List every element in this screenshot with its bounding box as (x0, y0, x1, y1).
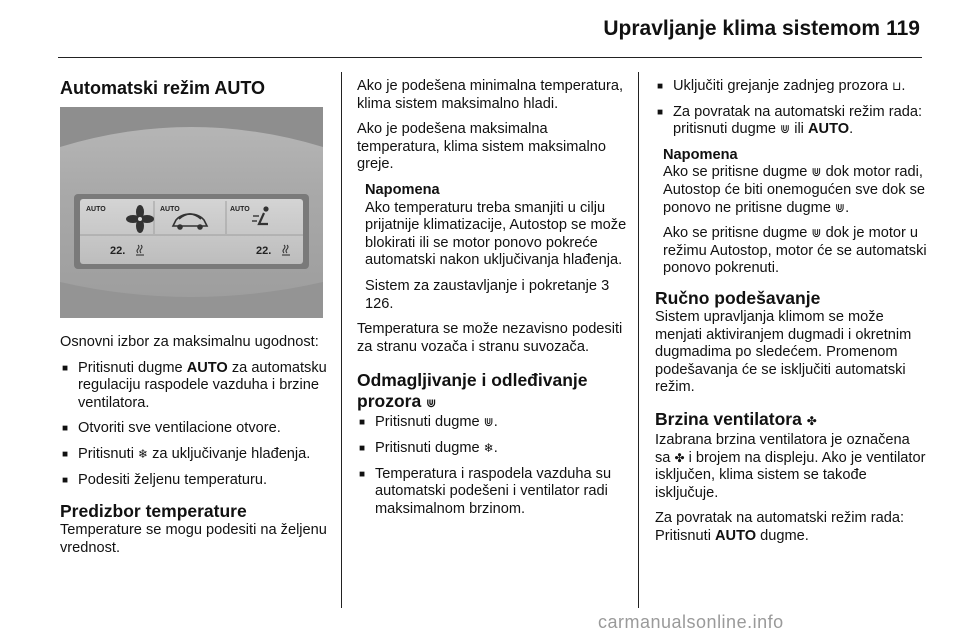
note-block (357, 182, 629, 313)
section-heading-temperature: Predizbor temperature (60, 501, 247, 522)
section-heading-defog: Odmagljivanje i odleđivanje prozora ⋓ (357, 370, 588, 412)
climate-display-photo (60, 107, 323, 318)
windshield-defrost-icon: ⋓ (780, 122, 791, 137)
fan-icon: ✤ (806, 413, 817, 428)
list-item: ■ Otvoriti sve ventilacione otvore. (60, 420, 332, 438)
watermark-logo: carmanualsonline.info (598, 612, 784, 632)
section-heading-fan-speed: Brzina ventilatora ✤ (655, 408, 817, 429)
note-title: Napomena (365, 181, 440, 198)
rear-window-heat-icon: ⊔ (892, 79, 902, 93)
windshield-defrost-icon: ⋓ (811, 226, 822, 241)
list-item: ■ Podesiti željenu temperaturu. (60, 472, 332, 490)
paragraph: Temperature se mogu podesiti na željenu vrednost. (60, 522, 327, 556)
list-item: ■ Pritisnuti dugme AUTO za automatsku regulaciju raspodele vazduha i brzine ventilatora. (60, 360, 332, 413)
fan-icon: ✤ (674, 450, 685, 465)
windshield-defrost-icon: ⋓ (426, 396, 437, 411)
windshield-defrost-icon: ⋓ (483, 415, 494, 430)
windshield-defrost-icon: ⋓ (811, 165, 822, 180)
note-text: Sistem za zaustavljanje i pokretanje 3 126. (365, 277, 610, 312)
header-title: Upravljanje klima sistemom (603, 17, 880, 40)
column-divider-2 (638, 72, 639, 608)
header-rule (58, 57, 922, 58)
list-item: ■ Pritisnuti ❄ za uključivanje hlađenja. (60, 446, 332, 464)
display-auto-label-3: AUTO (230, 206, 250, 213)
display-auto-label-1: AUTO (86, 206, 106, 213)
list-item: ■ Uključiti grejanje zadnjeg prozora ⊔. (655, 78, 927, 96)
column-divider-1 (341, 72, 342, 608)
paragraph: Izabrana brzina ventilatora je označena sa ✤ i brojem na displeju. Ako je ventilator isključen, klima sistem se takođe isključuje. (655, 431, 926, 501)
note-text: Ako temperaturu treba smanjiti u cilju prijatnije klimatizacije, Autostop se može blokirati ili se motor ponovo pokreće automatski nakon uključivanja hlađenja. (365, 199, 627, 269)
list-item: ■ Pritisnuti dugme ⋓. (357, 414, 629, 432)
list-item: ■ Za povratak na automatski režim rada: pritisnuti dugme ⋓ ili AUTO. (655, 104, 927, 139)
note-text: Ako se pritisne dugme ⋓ dok je motor u režimu Autostop, motor će se automatski ponovo pokrenuti. (663, 225, 927, 277)
intro-text: Osnovni izbor za maksimalnu ugodnost: (60, 334, 319, 350)
windshield-defrost-icon: ⋓ (835, 200, 846, 215)
list-item: ■ Pritisnuti dugme ❄. (357, 440, 629, 458)
section-heading-auto: Automatski režim AUTO (60, 78, 266, 98)
column-1-body (60, 334, 332, 565)
note-block (655, 147, 927, 278)
paragraph: Za povratak na automatski režim rada: Pritisnuti AUTO dugme. (655, 510, 905, 544)
paragraph: Temperatura se može nezavisno podesiti za stranu vozača i stranu suvozača. (357, 321, 623, 355)
snowflake-icon: ❄ (483, 440, 494, 455)
paragraph: Ako je podešena maksimalna temperatura, klima sistem maksimalno greje. (357, 121, 606, 173)
display-temp-right: 22. (256, 245, 272, 257)
section-heading-manual: Ručno podešavanje (655, 287, 821, 308)
note-title: Napomena (663, 146, 738, 163)
page-number: 119 (886, 17, 920, 40)
snowflake-icon: ❄ (138, 446, 149, 461)
display-auto-label-2: AUTO (160, 206, 180, 213)
note-text: Ako se pritisne dugme ⋓ dok motor radi, Autostop će biti onemogućen sve dok se ponovo ne pritisne dugme ⋓. (663, 164, 926, 216)
column-3-body (655, 78, 927, 553)
page-header (0, 0, 960, 58)
page-reference-icon: 3 (601, 277, 610, 294)
display-temp-left: 22. (110, 245, 126, 257)
column-2-body (357, 78, 629, 526)
paragraph: Ako je podešena minimalna temperatura, klima sistem maksimalno hladi. (357, 78, 624, 112)
list-item: ■ Temperatura i raspodela vazduha su automatski podešeni i ventilator radi maksimalnom brzinom. (357, 466, 629, 519)
paragraph: Sistem upravljanja klimom se može menjati aktiviranjem dugmadi i okretnim dugmadima po sledećem. Promenom podešavanja će se isključiti automatski režim. (655, 308, 912, 396)
climate-display-illustration (60, 107, 323, 318)
